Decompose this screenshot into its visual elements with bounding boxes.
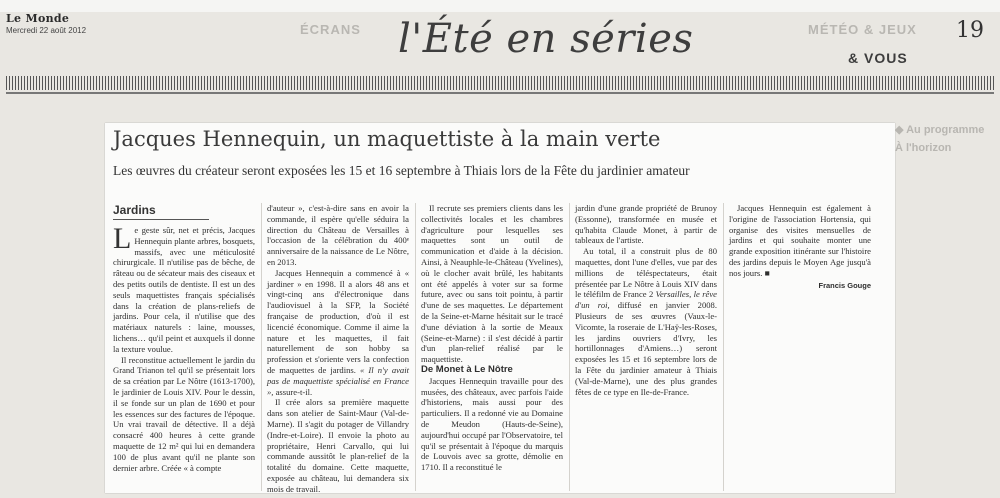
article-headline: Jacques Hennequin, un maquettiste à la main verte (113, 127, 661, 151)
header-rule-thin (6, 92, 994, 94)
paragraph (113, 222, 255, 355)
paragraph-text: Au total, il a construit plus de 80 maquettes, dont l'une d'elles, vue par des millions de téléspectateurs, était présentée par Le Nôtre à Louis XIV dans le téléfilm de France 2 (575, 246, 717, 300)
ghost-section-left: ÉCRANS (300, 22, 361, 37)
page-number: 19 (956, 18, 984, 43)
article-clipping (105, 123, 895, 493)
top-strip (0, 0, 1000, 12)
column-1 (113, 222, 255, 473)
rubric-label: & VOUS (848, 50, 908, 66)
paragraph-text: diffusé en janvier 2008. Plusieurs de ses œuvres (Vaux-le-Vicomte, la roseraie de L'Haÿ-les-Roses, les jardins ouvriers d'Ivry, les hortillonnages d'Amiens…) seront exposées les 15 et 16 septembre lors de la Fête du jardinier amateur à Thiais (Val-de-Marne), une des plus grandes fêtes de ce type en Ile-de-France. (575, 300, 717, 397)
byline: Francis Gouge (818, 280, 871, 290)
article-deck: Les œuvres du créateur seront exposées les 15 et 16 septembre à Thiais lors de la Fête du jardinier amateur (113, 163, 690, 178)
end-mark: ■ (764, 267, 770, 278)
paper-name: Le Monde (6, 12, 70, 25)
paragraph-text: e geste sûr, net et précis, Jacques Hennequin plante arbres, bosquets, massifs, avec une méticulosité chirurgicale. Il n'utilise pas de bêche, de râteau ou de sécateur mais des ciseaux et des petits outils de dentiste. Il est un des seuls maquettistes français spécialisés dans la création de plans-reliefs de jardins. Pour cela, il n'utilise que des matériaux naturels : laine, mousses, lichens… qu'il peint et auxquels il donne la texture voulue. (113, 225, 255, 354)
column-5 (729, 203, 871, 291)
paragraph (729, 203, 871, 279)
paragraph: d'auteur », c'est-à-dire sans en avoir la commande, il espère qu'elle séduira la direction du Château de Versailles à l'occasion de la célébration du 400ᵉ anniversaire de la naissance de Le Nôtre, en 2013. (267, 203, 409, 267)
section-label: Jardins (113, 203, 156, 217)
dropcap: L (113, 222, 132, 255)
paragraph: Il reconstitue actuellement le jardin du Grand Trianon tel qu'il se présentait lors de sa création par Le Nôtre (1613-1700), le jardinier de Louis XIV. Pour le dessin, il se fonde sur un plan de 1690 et pour les essences sur des factures de l'époque. Un vrai travail de détective. Il a déjà consacré 400 heures à cette grande maquette de 12 m² qui lui en demandera 100 de plus avant qu'il ne plante son dernier arbre. Créée « à compte (113, 354, 255, 473)
column-3 (421, 203, 563, 473)
paragraph (575, 246, 717, 397)
header-rule (6, 76, 994, 90)
neighbor-heading: ◆ Au programme (895, 124, 985, 136)
paper-date: Mercredi 22 août 2012 (6, 26, 87, 35)
paragraph-text: Jacques Hennequin est également à l'origine de l'association Hortensia, qui organise des visites mensuelles de jardins et qui souhaite monter une grande exposition itinérante sur l'histoire des jardins depuis le Moyen Age jusqu'à nos jours. (729, 203, 871, 278)
paragraph: Il recrute ses premiers clients dans les collectivités locales et les chambres d'agriculture pour lesquelles ses maquettes sont un outil de communication et d'aide à la décision. Ainsi, à Neauphle-le-Château (Yvelines), où le clocher avait brûlé, les habitants ont été appelés à voter sur sa forme future, avec ou sans toit pointu, à partir d'une de ses maquettes. Le département de la Seine-et-Marne hésitait sur le tracé d'une déviation à la sortie de Meaux (Seine-et-Marne) : il s'est décidé à partir d'un plan-relief réalisé par le maquettiste. (421, 203, 563, 365)
quote: « Il n'y avait pas de maquettiste spécialisé en France », (267, 364, 409, 397)
paragraph (267, 268, 409, 398)
column-divider (415, 203, 416, 491)
neighbor-article (895, 123, 995, 493)
column-divider (569, 203, 570, 491)
film-title: Versailles, le rêve d'un roi, (575, 289, 717, 311)
quote-attribution: assure-t-il. (275, 386, 313, 397)
paragraph-text: Jacques Hennequin a commencé à « jardiner » en 1998. Il a alors 48 ans et vingt-cinq ans d'électronique dans l'audiovisuel à la SFP, la Société française de production, d'où il est licencié économique. Comme il aime la nature et les maquettes, il fait naturellement de son hobby sa profession et s'oriente vers la confection de maquettes de jardins. (267, 267, 409, 375)
column-2 (267, 203, 409, 493)
series-title: l'Été en séries (398, 16, 694, 62)
column-divider (261, 203, 262, 491)
ghost-section-right: MÉTÉO & JEUX (808, 22, 917, 37)
subheading: De Monet à Le Nôtre (421, 363, 513, 375)
paragraph: Jacques Hennequin travaille pour des musées, des châteaux, avec parfois l'aide d'historiens, mais aussi pour des particuliers. Il a redonné vie au Domaine de Meudon (Hauts-de-Seine), aujourd'hui occupé par l'Observatoire, tel qu'il se présentait à l'époque du marquis de Louvois avec sa grotte, démolie en 1710. Il a reconstitué le (421, 375, 563, 473)
masthead (6, 12, 126, 35)
paragraph: Il crée alors sa première maquette dans son atelier de Saint-Maur (Val-de-Marne). Il s'agit du potager de Villandry (Indre-et-Loire). Il envoie la photo au propriétaire, Henri Carvallo, qui lui commande aussitôt le plan-relief de la totalité du domaine. Cette maquette, exposée au château, lui demandera six mois de travail. (267, 397, 409, 493)
section-rule (113, 219, 209, 220)
column-4 (575, 203, 717, 397)
neighbor-heading: À l'horizon (895, 142, 952, 154)
column-divider (723, 203, 724, 491)
paragraph: jardin d'une grande propriété de Brunoy (Essonne), transformée en musée et qu'habita Claude Monet, à partir de tableaux de l'artiste. (575, 203, 717, 246)
